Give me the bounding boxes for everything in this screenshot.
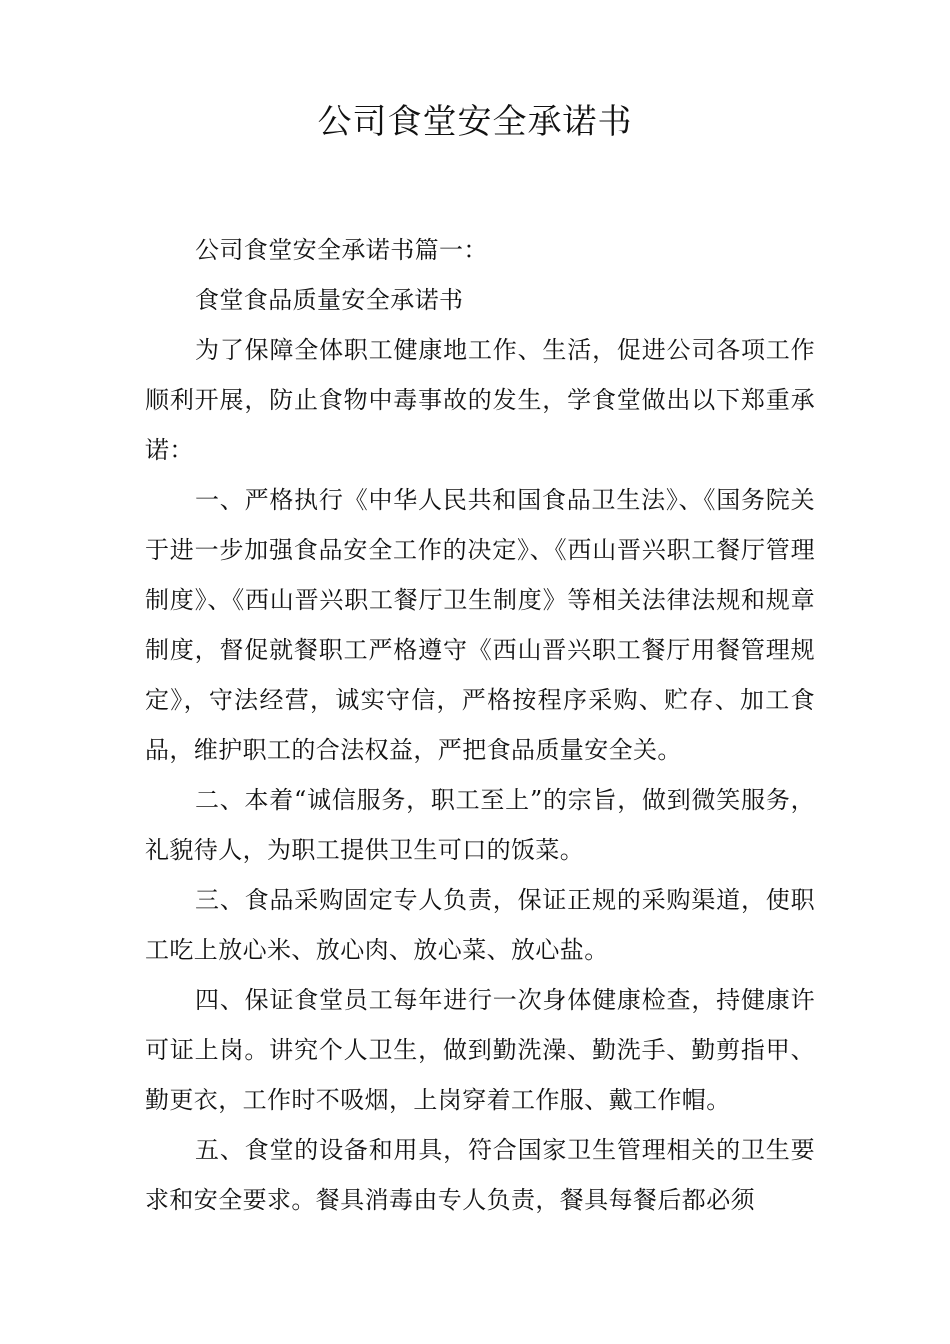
commitment-item-4: 四、保证食堂员工每年进行一次身体健康检查，持健康许可证上岗。讲究个人卫生，做到勤洗澡、勤洗手、勤剪指甲、勤更衣，工作时不吸烟，上岗穿着工作服、戴工作帽。 [145, 986, 815, 1114]
commitment-item-3: 三、食品采购固定专人负责，保证正规的采购渠道，使职工吃上放心米、放心肉、放心菜、放心盐。 [145, 886, 815, 964]
section-heading: 公司食堂安全承诺书篇一： [195, 236, 488, 264]
commitment-item-5: 五、食堂的设备和用具，符合国家卫生管理相关的卫生要求和安全要求。餐具消毒由专人负责，餐具每餐后都必须 [145, 1136, 815, 1214]
intro-paragraph: 为了保障全体职工健康地工作、生活，促进公司各项工作顺利开展，防止食物中毒事故的发生，学食堂做出以下郑重承诺： [145, 336, 815, 464]
subtitle: 食堂食品质量安全承诺书 [195, 286, 464, 314]
commitment-item-1: 一、严格执行《中华人民共和国食品卫生法》、《国务院关于进一步加强食品安全工作的决定》、《西山晋兴职工餐厅管理制度》、《西山晋兴职工餐厅卫生制度》等相关法律法规和规章制度，督促就餐职工严格遵守《西山晋兴职工餐厅用餐管理规定》，守法经营，诚实守信，严格按程序采购、贮存、加工食品，维护职工的合法权益，严把食品质量安全关。 [145, 486, 815, 764]
document-title: 公司食堂安全承诺书 [317, 102, 633, 142]
document-body [145, 225, 815, 1225]
commitment-item-2: 二、本着“诚信服务，职工至上”的宗旨，做到微笑服务，礼貌待人，为职工提供卫生可口的饭菜。 [145, 786, 815, 864]
